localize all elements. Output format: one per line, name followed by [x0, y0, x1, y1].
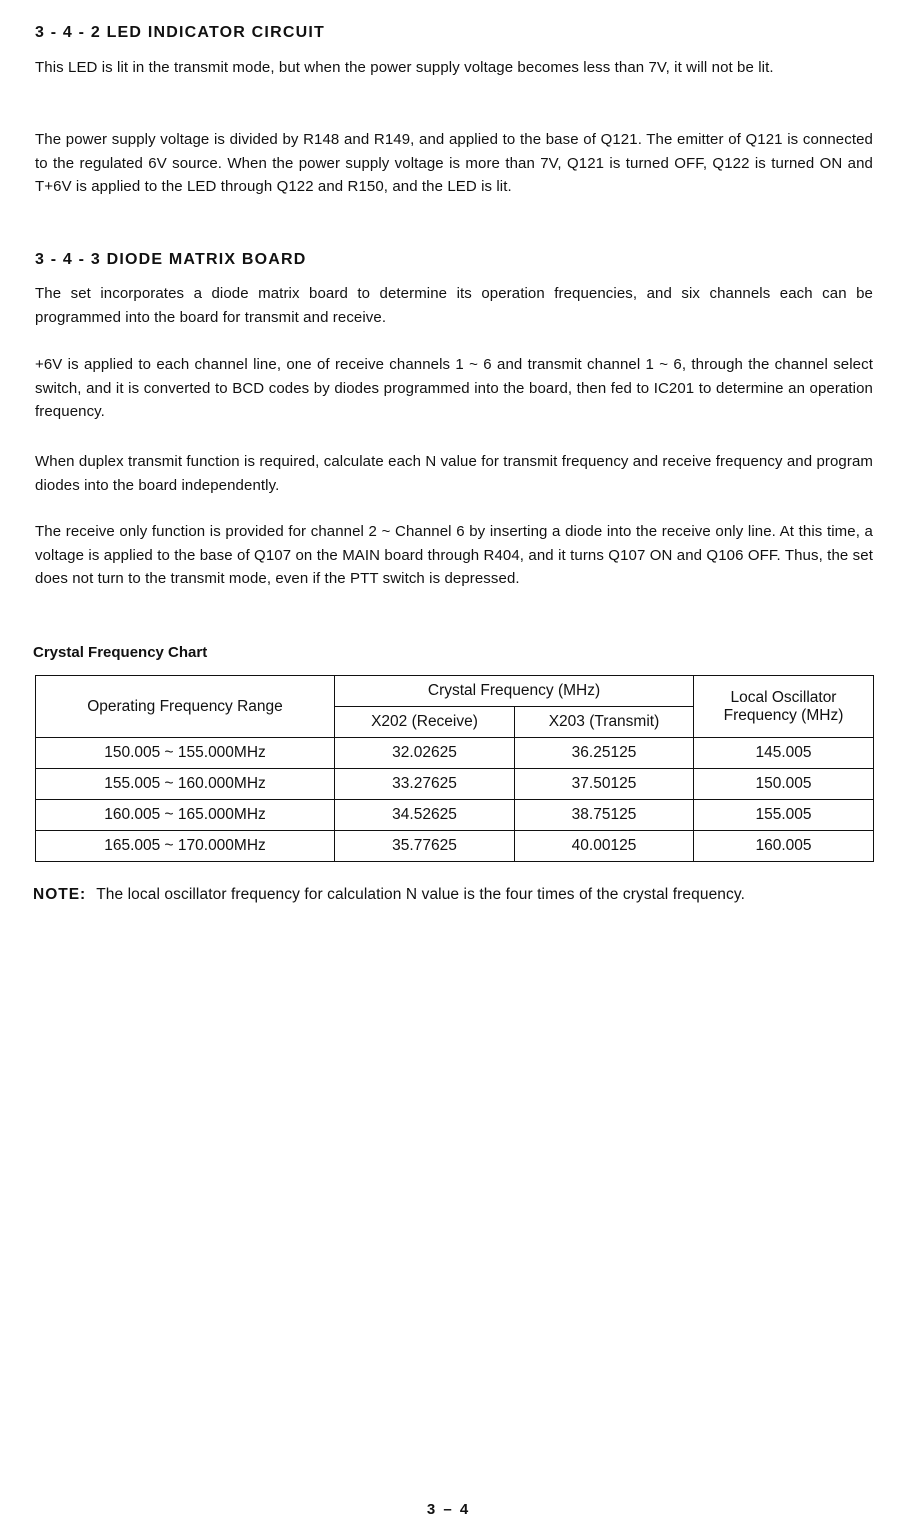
header-x202: X202 (Receive)	[335, 707, 515, 738]
cell-x203: 36.25125	[515, 738, 694, 769]
header-crystal-frequency: Crystal Frequency (MHz)	[335, 676, 694, 707]
cell-local: 155.005	[694, 800, 874, 831]
header-local-line2: Frequency (MHz)	[723, 706, 844, 724]
header-range: Operating Frequency Range	[36, 676, 335, 738]
crystal-frequency-table	[35, 675, 874, 862]
paragraph: +6V is applied to each channel line, one of receive channels 1 ~ 6 and transmit channel 1 ~ 6, through the channel select switch, and it is converted to BCD codes by diodes programmed into the board, then fed to IC201 to determine an operation frequency.	[35, 356, 873, 420]
chart-title: Crystal Frequency Chart	[33, 644, 208, 661]
header-local-line1: Local Oscillator	[730, 688, 837, 706]
table-row	[36, 769, 874, 800]
cell-range: 150.005 ~ 155.000MHz	[36, 738, 335, 769]
cell-x202: 33.27625	[335, 769, 515, 800]
cell-x202: 34.52625	[335, 800, 515, 831]
note-text: The local oscillator frequency for calculation N value is the four times of the crystal frequency.	[96, 886, 745, 903]
paragraph: The set incorporates a diode matrix board to determine its operation frequencies, and six channels each can be programmed into the board for transmit and receive.	[35, 285, 873, 326]
paragraph: The receive only function is provided for channel 2 ~ Channel 6 by inserting a diode into the receive only line. At this time, a voltage is applied to the base of Q107 on the MAIN board through R404, and it turns Q107 ON and Q106 OFF. Thus, the set does not turn to the transmit mode, even if the PTT switch is depressed.	[35, 523, 873, 587]
header-x203: X203 (Transmit)	[515, 707, 694, 738]
header-local-oscillator	[694, 676, 874, 738]
cell-x202: 35.77625	[335, 831, 515, 862]
cell-range: 155.005 ~ 160.000MHz	[36, 769, 335, 800]
section-heading-led-indicator: 3 - 4 - 2 LED INDICATOR CIRCUIT	[35, 24, 325, 41]
cell-local: 160.005	[694, 831, 874, 862]
table-row	[36, 738, 874, 769]
cell-local: 150.005	[694, 769, 874, 800]
page-number: 3 – 4	[426, 1501, 471, 1518]
cell-x202: 32.02625	[335, 738, 515, 769]
cell-x203: 37.50125	[515, 769, 694, 800]
cell-range: 165.005 ~ 170.000MHz	[36, 831, 335, 862]
cell-local: 145.005	[694, 738, 874, 769]
table-row	[36, 831, 874, 862]
paragraph: The power supply voltage is divided by R148 and R149, and applied to the base of Q121. The emitter of Q121 is connected to the regulated 6V source. When the power supply voltage is more than 7V, Q121 is turned OFF, Q122 is turned ON and T+6V is applied to the LED through Q122 and R150, and the LED is lit.	[35, 131, 873, 195]
paragraph: When duplex transmit function is required, calculate each N value for transmit frequency and receive frequency and program diodes into the board independently.	[35, 453, 873, 494]
note-label: NOTE:	[33, 886, 87, 903]
section-heading-diode-matrix: 3 - 4 - 3 DIODE MATRIX BOARD	[35, 251, 307, 268]
note	[33, 886, 745, 904]
paragraph: This LED is lit in the transmit mode, but when the power supply voltage becomes less than 7V, it will not be lit.	[35, 59, 774, 76]
cell-x203: 38.75125	[515, 800, 694, 831]
table-row	[36, 800, 874, 831]
cell-x203: 40.00125	[515, 831, 694, 862]
cell-range: 160.005 ~ 165.000MHz	[36, 800, 335, 831]
